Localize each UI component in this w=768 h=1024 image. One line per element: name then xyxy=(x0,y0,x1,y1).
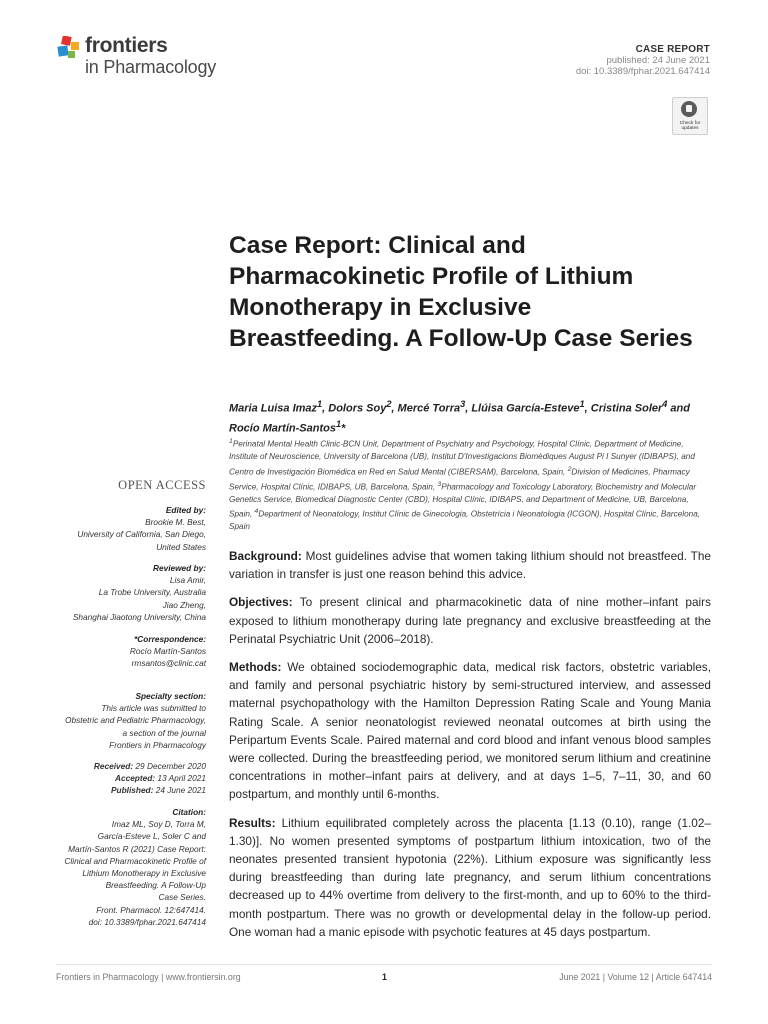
bookmark-icon xyxy=(681,101,697,117)
sidebar-line: a section of the journal xyxy=(122,727,206,738)
correspondence-lines[interactable] xyxy=(40,645,206,669)
journal-logo[interactable] xyxy=(56,36,226,80)
received-date: Received: 29 December 2020 xyxy=(93,761,206,771)
check-for-updates-badge[interactable] xyxy=(672,97,708,135)
page-number: 1 xyxy=(382,972,387,982)
accepted-date: Accepted: 13 April 2021 xyxy=(114,773,206,784)
article-title: Case Report: Clinical and Pharmacokinetic Profile of Lithium Monotherapy in Exclusive Breastfeeding. A Follow-Up Case Series xyxy=(229,232,693,352)
specialty-section xyxy=(40,690,206,751)
sidebar-line: Martín-Santos R (2021) Case Report: xyxy=(68,843,206,854)
journal-name-word2: in Pharmacology xyxy=(85,57,217,77)
abstract xyxy=(229,547,711,951)
sidebar-line: García-Esteve L, Soler C and xyxy=(97,831,206,842)
badge-line2: updates xyxy=(681,126,699,131)
sidebar-line: Frontiers in Pharmacology xyxy=(109,739,206,750)
published-date: published: 24 June 2021 xyxy=(606,55,710,66)
reviewed-by-label: Reviewed by: xyxy=(152,563,206,573)
page-footer xyxy=(56,972,712,986)
published-date-side: Published: 24 June 2021 xyxy=(110,785,206,796)
sidebar-line: Breastfeeding. A Follow-Up xyxy=(105,880,206,891)
sidebar-line: Brookie M. Best, xyxy=(145,517,206,528)
sidebar-line: Lisa Amir, xyxy=(169,575,206,586)
sidebar-line: Case Series. xyxy=(158,892,206,903)
abstract-background: Background: Most guidelines advise that women taking lithium should not breastfeed. The variation in transfer is just one reason behind this advice. xyxy=(229,549,711,582)
badge-line1: Check for xyxy=(679,121,701,126)
correspondence-label: *Correspondence: xyxy=(134,634,206,644)
edited-by-lines xyxy=(40,516,206,553)
specialty-label: Specialty section: xyxy=(135,691,206,701)
reviewed-by-section xyxy=(40,562,206,623)
sidebar-line: Rocío Martín-Santos xyxy=(129,646,206,657)
dates-section xyxy=(40,760,206,797)
footer-journal-link[interactable]: Frontiers in Pharmacology | www.frontiersin.org xyxy=(56,972,241,982)
sidebar-line: This article was submitted to xyxy=(101,703,206,714)
sidebar-line: Front. Pharmacol. 12:647414. xyxy=(96,904,206,915)
frontiers-logo-icon xyxy=(56,36,84,62)
sidebar-line: Lithium Monotherapy in Exclusive xyxy=(82,868,206,879)
specialty-lines xyxy=(40,702,206,751)
sidebar-line: Obstetric and Pediatric Pharmacology, xyxy=(65,715,206,726)
journal-name-word1: frontiers xyxy=(85,34,168,57)
correspondence-section xyxy=(40,633,206,670)
edited-by-section xyxy=(40,504,206,553)
citation-lines xyxy=(40,818,206,928)
article-doi[interactable]: doi: 10.3389/fphar.2021.647414 xyxy=(575,66,710,77)
footer-rule xyxy=(56,964,712,965)
reviewed-by-lines xyxy=(40,574,206,623)
footer-issue-info: June 2021 | Volume 12 | Article 647414 xyxy=(559,972,712,982)
sidebar-line: United States xyxy=(156,541,206,552)
sidebar-line: Clinical and Pharmacokinetic Profile of xyxy=(64,855,206,866)
article-meta xyxy=(576,44,710,77)
sidebar-line: University of California, San Diego, xyxy=(77,529,206,540)
sidebar-line: Shanghai Jiaotong University, China xyxy=(72,611,206,622)
affiliations: $^1$Perinatal Mental Health Clinic-BCN Unit, Department of Psychiatry and Psychology, Hospital Clínic, Department of Medicine, Institute of Neuroscience, University of Barcelona (UB), Institut D'Investigacions Biomèdiques August Pi I Sunyer (IDIBAPS), and Centro de Investigación Biomédica en Red en Salud Mental (CIBERSAM), Barcelona, Spain, $^2$Division of Medicines, Pharmacy Service, Hospital Clínic, IDIBAPS, UB, Barcelona, Spain, $^3$Pharmacology and Toxicology Laboratory, Biochemistry and Molecular Genetics Service, Biomedical Diagnostic Center (CBD), Hospital Clínic, IDIBAPS, and Department of Medicine, UB, Barcelona, Spain, $^4$Department of Neonatology, Institut Clínic de Ginecologia, Obstetrícia i Neonatologia (ICGON), Hospital Clínic, Barcelona, Spain xyxy=(229,438,701,532)
open-access-label: OPEN ACCESS xyxy=(118,478,206,492)
citation-section xyxy=(40,806,206,928)
author-list: Maria Luisa Imaz$^1$, Dolors Soy$^2$, Mercé Torra$^3$, Llúisa García-Esteve$^1$, Cristina Soler$^4$ and Rocío Martín-Santos$^1$* xyxy=(229,399,690,435)
edited-by-label: Edited by: xyxy=(165,505,206,515)
sidebar-line: Imaz ML, Soy D, Torra M, xyxy=(111,819,206,830)
sidebar-line: Jiao Zheng, xyxy=(162,599,206,610)
article-type: CASE REPORT xyxy=(635,44,710,55)
abstract-methods: Methods: We obtained sociodemographic data, medical risk factors, obstetric variables, and family and personal psychiatric history by semi-structured interview, and assessed maternal psychopathology with the Hamilton Depression Rating Scale and Young Mania Rating Scale. A senior neonatologist reviewed neonatal outcomes at birth using the Peripartum Events Scale. Paired maternal and cord blood and infant venous blood samples were collected. During the breastfeeding period, we monitored serum lithium and creatinine concentrations in mother–infant pairs at delivery, and at days 1–5, 7–11, 30, and 60 postpartum, and monthly until 6-months. xyxy=(229,660,711,802)
sidebar-line: La Trobe University, Australia xyxy=(98,587,206,598)
abstract-results: Results: Lithium equilibrated completely across the placenta [1.13 (0.10), range (1.02–1.30)]. No women presented symptoms of postpartum lithium intoxication, two of the neonates presented transient hypotonia (22%). Lithium exposure was significantly less during breastfeeding than during late pregnancy, and serum lithium concentrations decreased up to 44% overtime from delivery to the first-month, and up to 60% to the third-month postpartum. There was no growth or developmental delay in the follow-up period. One woman had a manic episode with psychotic features at 45 days postpartum. xyxy=(229,815,711,939)
abstract-objectives: Objectives: To present clinical and pharmacokinetic data of nine mother–infant pairs exposed to lithium monotherapy during late pregnancy and exclusive breastfeeding at the Perinatal Psychiatric Unit (2006–2018). xyxy=(229,595,711,646)
citation-label: Citation: xyxy=(172,807,206,817)
sidebar-line: doi: 10.3389/fphar.2021.647414 xyxy=(88,916,206,927)
sidebar-line: rmsantos@clinic.cat xyxy=(131,658,206,669)
